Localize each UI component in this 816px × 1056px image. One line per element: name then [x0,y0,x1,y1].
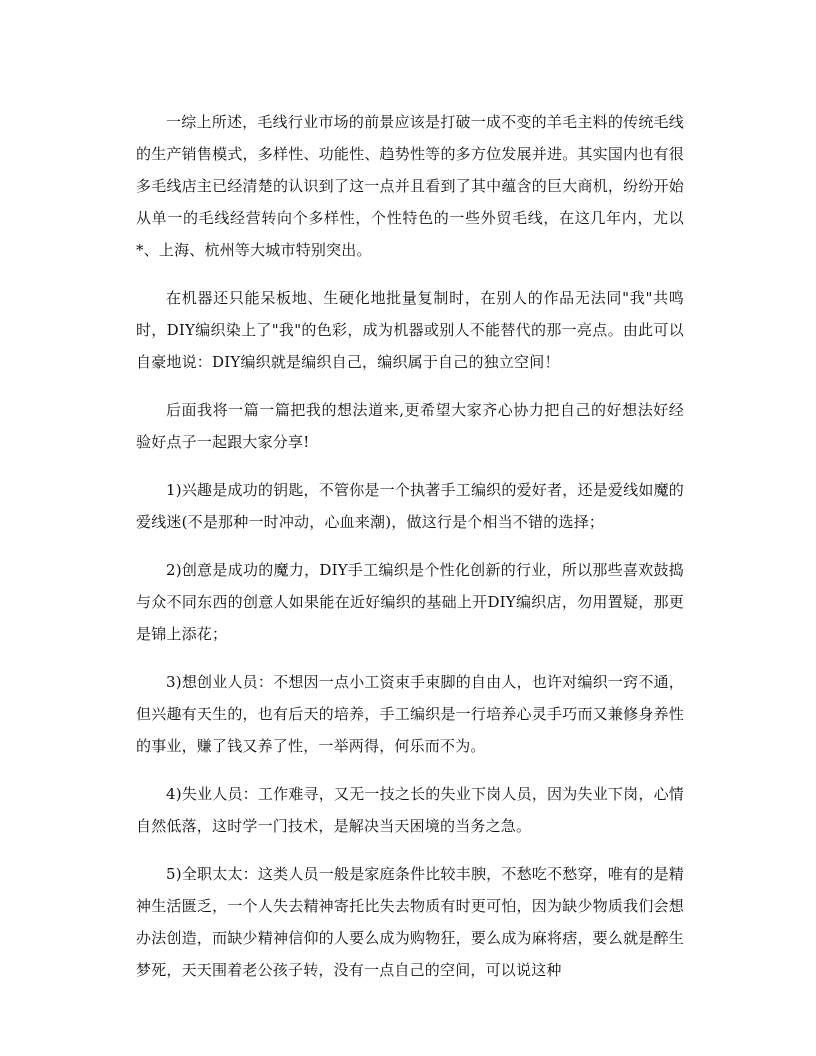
paragraph-item-4-unemployed: 4)失业人员：工作难寻，又无一技之长的失业下岗人员，因为失业下岗，心情自然低落，这时学一门技术，是解决当天困境的当务之急。 [136,785,684,835]
paragraph-summary: 一综上所述，毛线行业市场的前景应该是打破一成不变的羊毛主料的传统毛线的生产销售模式，多样性、功能性、趋势性等的多方位发展并进。其实国内也有很多毛线店主已经清楚的认识到了这一点并且看到了其中蕴含的巨大商机，纷纷开始从单一的毛线经营转向个多样性，个性特色的一些外贸毛线，在这几年内，尤以*、上海、杭州等大城市特别突出。 [136,113,684,259]
paragraph-item-1-interest: 1)兴趣是成功的钥匙，不管你是一个执著手工编织的爱好者，还是爱线如魔的爱线迷(不是那种一时冲动，心血来潮)，做这行是个相当不错的选择； [136,481,684,531]
paragraph-item-5-housewives: 5)全职太太：这类人员一般是家庭条件比较丰腴，不愁吃不愁穿，唯有的是精神生活匮乏，一个人失去精神寄托比失去物质有时更可怕，因为缺少物质我们会想办法创造，而缺少精神信仰的人要么成为购物狂，要么成为麻将痞，要么就是醉生梦死，天天围着老公孩子转，没有一点自己的空间，可以说这种 [136,865,684,979]
paragraph-item-3-entrepreneurs: 3)想创业人员：不想因一点小工资束手束脚的自由人，也许对编织一窍不通，但兴趣有天生的，也有后天的培养，手工编织是一行培养心灵手巧而又兼修身养性的事业，赚了钱又养了性，一举两得，何乐而不为。 [136,673,684,755]
paragraph-diy-weaving: 在机器还只能呆板地、生硬化地批量复制时，在别人的作品无法同"我"共鸣时，DIY编织染上了"我"的色彩，成为机器或别人不能替代的那一亮点。由此可以自豪地说：DIY编织就是编织自己，编织属于自己的独立空间！ [136,289,684,371]
document-body [136,106,684,1002]
paragraph-share-ideas: 后面我将一篇一篇把我的想法道来,更希望大家齐心协力把自己的好想法好经验好点子一起跟大家分享! [136,401,684,451]
paragraph-item-2-creativity: 2)创意是成功的魔力，DIY手工编织是个性化创新的行业，所以那些喜欢鼓捣与众不同东西的创意人如果能在近好编织的基础上开DIY编织店，勿用置疑，那更是锦上添花； [136,561,684,643]
